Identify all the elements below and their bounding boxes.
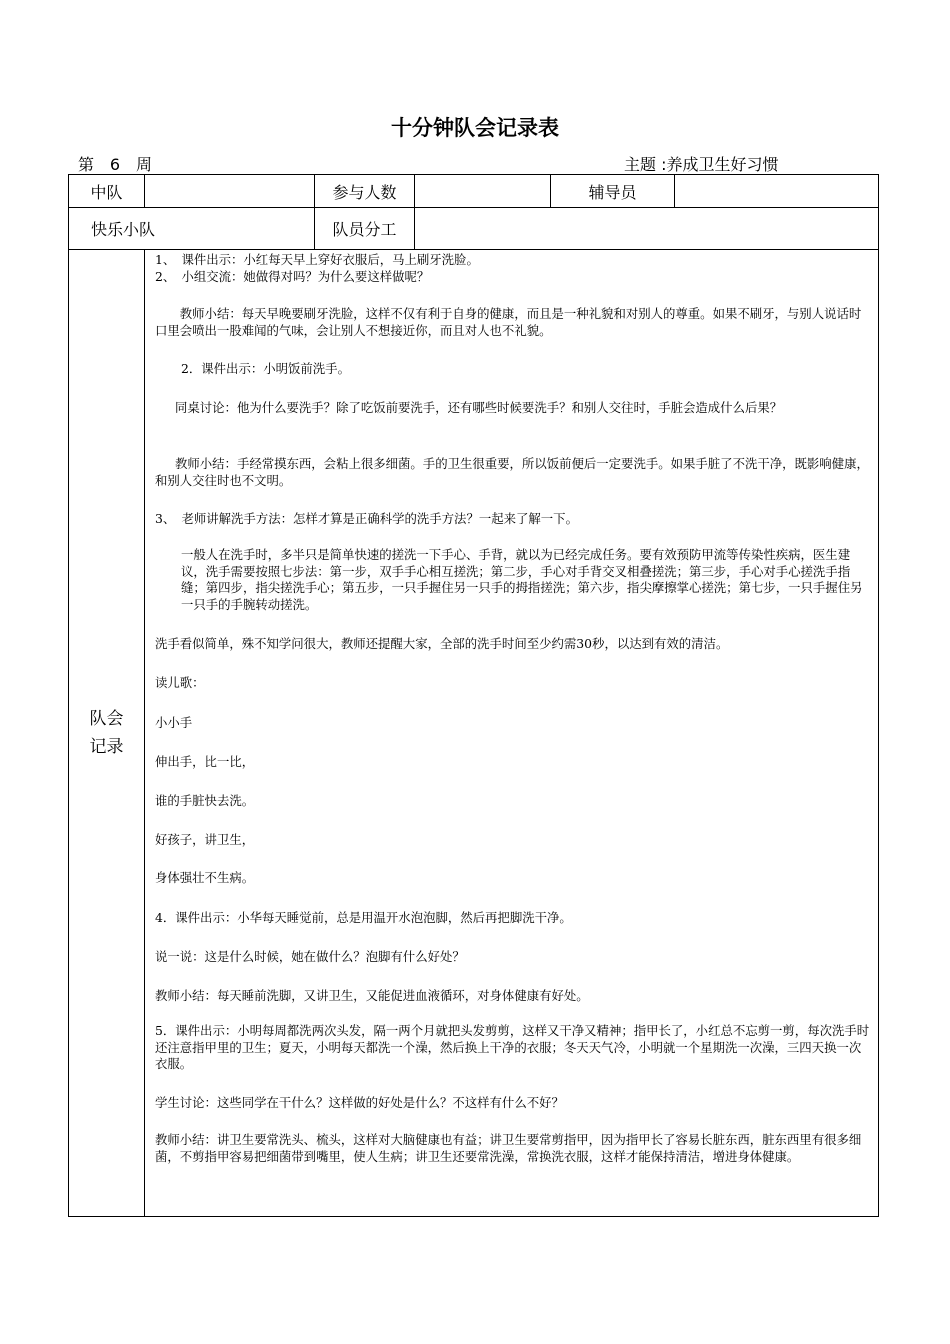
record-paragraph: 学生讨论：这些同学在干什么？这样做的好处是什么？不这样有什么不好？ <box>155 1095 564 1110</box>
record-table <box>68 174 879 1217</box>
record-paragraph: 1、 课件出示：小红每天早上穿好衣服后，马上刷牙洗脸。 <box>155 252 479 267</box>
record-paragraph: 谁的手脏快去洗。 <box>155 793 255 808</box>
week-info <box>78 152 152 175</box>
squad-label: 中队 <box>69 175 145 208</box>
record-paragraph: 小小手 <box>155 715 193 730</box>
participants-value-cell <box>415 175 551 208</box>
record-paragraph: 读儿歌： <box>155 675 205 690</box>
counselor-label: 辅导员 <box>551 175 675 208</box>
record-paragraph: 身体强壮不生病。 <box>155 870 255 885</box>
participants-label: 参与人数 <box>315 175 415 208</box>
record-paragraph: 伸出手，比一比， <box>155 754 255 769</box>
theme-info <box>624 152 779 175</box>
table-row <box>69 208 879 250</box>
division-label: 队员分工 <box>315 208 415 250</box>
table-row <box>69 175 879 208</box>
page-title: 十分钟队会记录表 <box>391 116 559 140</box>
week-suffix: 周 <box>136 155 153 174</box>
record-paragraph: 2、 小组交流：她做得对吗？为什么要这样做呢？ <box>155 269 430 284</box>
record-paragraph: 同桌讨论：他为什么要洗手？除了吃饭前要洗手，还有哪些时候要洗手？和别人交往时，手脏会造成什么后果？ <box>175 400 783 415</box>
division-value-cell <box>415 208 879 250</box>
record-label-line-2: 记录 <box>89 737 124 757</box>
record-content <box>145 250 878 1216</box>
record-paragraph: 4．课件出示：小华每天睡觉前，总是用温开水泡泡脚，然后再把脚洗干净。 <box>155 910 572 925</box>
record-paragraph: 教师小结：手经常摸东西，会粘上很多细菌。手的卫生很重要，所以饭前便后一定要洗手。如果手脏了不洗干净，既影响健康，和别人交往时也不文明。 <box>155 456 869 488</box>
week-prefix: 第 <box>78 155 95 174</box>
record-paragraph: 教师小结：每天早晚要刷牙洗脸，这样不仅有利于自身的健康，而且是一种礼貌和对别人的尊重。如果不刷牙，与别人说话时口里会喷出一股难闻的气味，会让别人不想接近你，而且对人也不礼貌。 <box>155 306 862 338</box>
counselor-value-cell <box>675 175 879 208</box>
record-paragraph: 好孩子，讲卫生， <box>155 832 255 847</box>
record-paragraph: 一般人在洗手时，多半只是简单快速的搓洗一下手心、手背，就以为已经完成任务。要有效预防甲流等传染性疾病，医生建议，洗手需要按照七步法：第一步，双手手心相互搓洗；第二步，手心对手背交叉相叠搓洗；第三步，手心对手心搓洗手指缝；第四步，指尖搓洗手心；第五步，一只手握住另一只手的拇指搓洗；第六步，指尖摩擦掌心搓洗；第七步，一只手握住另一只手的手腕转动搓洗。 <box>181 547 863 612</box>
record-content-cell <box>145 250 879 1217</box>
record-paragraph: 说一说：这是什么时候，她在做什么？泡脚有什么好处？ <box>155 949 465 964</box>
record-label <box>69 250 145 1217</box>
squad-value-cell <box>145 175 315 208</box>
theme-label: 主题 <box>624 155 657 174</box>
record-paragraph: 2．课件出示：小明饭前洗手。 <box>181 361 350 376</box>
week-number: 6 <box>98 155 132 175</box>
team-name: 快乐小队 <box>69 208 315 250</box>
record-label-line-1: 队会 <box>89 709 124 729</box>
record-paragraph: 教师小结：讲卫生要常洗头、梳头，这样对大脑健康也有益；讲卫生要常剪指甲，因为指甲长了容易长脏东西，脏东西里有很多细菌，不剪指甲容易把细菌带到嘴里，使人生病；讲卫生还要常洗澡，常换洗衣服，这样才能保持清洁，增进身体健康。 <box>155 1132 862 1164</box>
record-paragraph: 教师小结：每天睡前洗脚，又讲卫生，又能促进血液循环，对身体健康有好处。 <box>155 988 589 1003</box>
record-paragraph: 3、 老师讲解洗手方法：怎样才算是正确科学的洗手方法？一起来了解一下。 <box>155 511 578 526</box>
theme-value: :养成卫生好习惯 <box>661 155 779 174</box>
record-paragraph: 洗手看似简单，殊不知学问很大，教师还提醒大家，全部的洗手时间至少约需30秒，以达到有效的清洁。 <box>155 636 729 651</box>
table-row <box>69 250 879 1217</box>
record-paragraph: 5．课件出示：小明每周都洗两次头发，隔一两个月就把头发剪剪，这样又干净又精神；指甲长了，小红总不忘剪一剪，每次洗手时还注意指甲里的卫生；夏天，小明每天都洗一个澡，然后换上干净的衣服；冬天天气冷，小明就一个星期洗一次澡，三四天换一次衣服。 <box>155 1023 870 1071</box>
